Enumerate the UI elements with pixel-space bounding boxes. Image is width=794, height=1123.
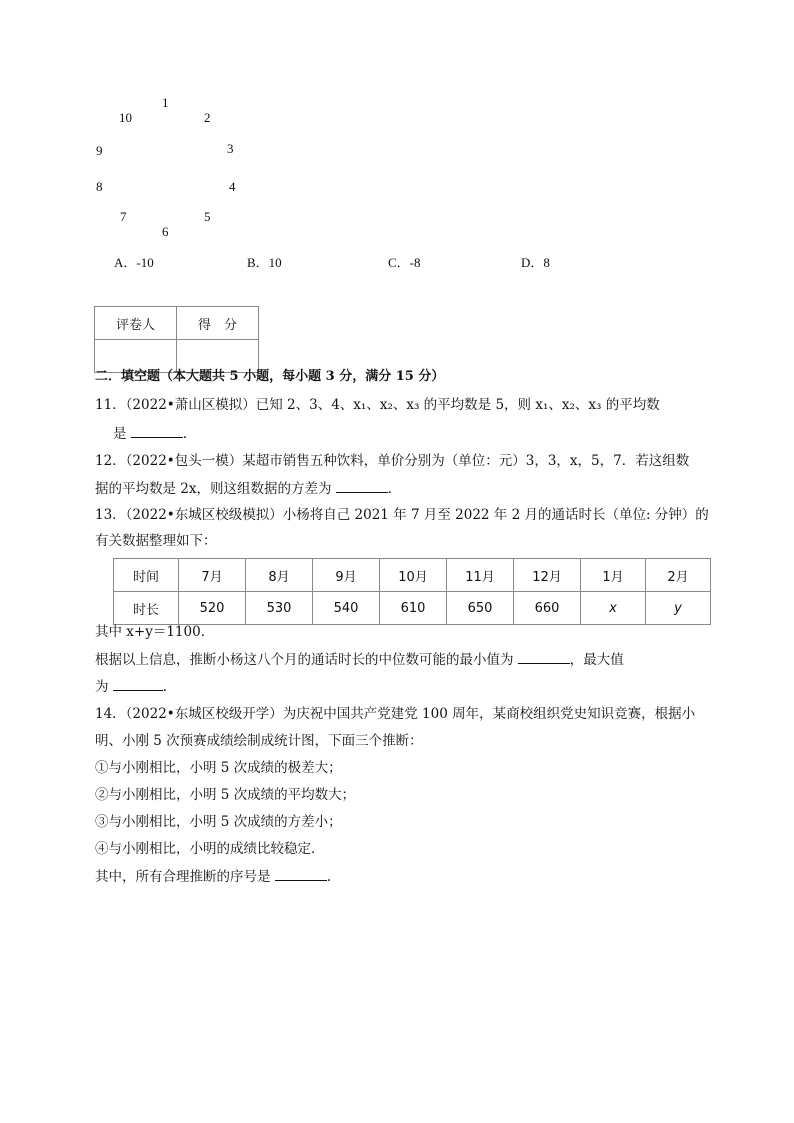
table-cell: 610 [380, 592, 447, 625]
table-header-cell: 8月 [246, 559, 313, 592]
table-header-cell: 12月 [514, 559, 581, 592]
q11-line1: 11．（2022•萧山区模拟）已知 2、3、4、x₁、x₂、x₃ 的平均数是 5，则 x₁、x₂、x₃ 的平均数 [95, 397, 660, 413]
clock-number-2: 2 [204, 110, 211, 125]
q13-line2: 有关数据整理如下： [95, 533, 217, 549]
clock-number-6: 6 [162, 224, 169, 239]
table-header-cell: 7月 [179, 559, 246, 592]
q14-line2: 明、小刚 5 次预赛成绩绘制成统计图，下面三个推断： [95, 733, 423, 749]
q12-line2 [95, 478, 401, 499]
table-header-cell: 2月 [646, 559, 711, 592]
clock-number-1: 1 [162, 95, 169, 110]
q14-item4: ④与小刚相比，小明的成绩比较稳定． [95, 841, 325, 857]
q12-answer-blank[interactable] [336, 478, 388, 493]
q13-after3 [95, 676, 167, 697]
q14-item2: ②与小刚相比，小明 5 次成绩的平均数大； [95, 787, 356, 803]
clock-number-8: 8 [96, 179, 103, 194]
clock-number-10: 10 [119, 110, 132, 125]
q13-after1: 其中 x+y＝1100． [95, 624, 215, 640]
table-cell: 650 [447, 592, 514, 625]
table-header-cell: 9月 [313, 559, 380, 592]
clock-number-9: 9 [96, 143, 103, 158]
q11-answer-blank[interactable] [131, 423, 183, 438]
q13-max-answer-blank[interactable] [113, 676, 163, 691]
table-cell: 530 [246, 592, 313, 625]
q13-after3-prefix: 为 [95, 679, 113, 695]
clock-number-4: 4 [229, 179, 236, 194]
grader-score-label: 得 分 [177, 307, 259, 340]
q13-min-answer-blank[interactable] [518, 649, 570, 664]
q12-line2-suffix: ． [387, 481, 402, 497]
q14-item3: ③与小刚相比，小明 5 次成绩的方差小； [95, 814, 342, 830]
q14-line1: 14．（2022•东城区校级开学）为庆祝中国共产党建党 100 周年，某商校组织党史知识竞赛，根据小 [95, 706, 696, 722]
q13-line1: 13．（2022•东城区校级模拟）小杨将自己 2021 年 7 月至 2022 年 2 月的通话时长（单位: 分钟）的 [95, 507, 709, 523]
q13-data-table [113, 558, 711, 625]
clock-number-7: 7 [120, 209, 127, 224]
clock-number-5: 5 [204, 209, 211, 224]
q14-last-suffix: . [326, 869, 332, 885]
clock-number-3: 3 [227, 141, 234, 156]
option-c: C．-8 [388, 255, 421, 270]
table-row [114, 559, 711, 592]
table-header-cell: 10月 [380, 559, 447, 592]
q14-answer-blank[interactable] [275, 866, 327, 881]
option-b: B．10 [247, 255, 282, 270]
table-cell: 540 [313, 592, 380, 625]
q11-line2 [113, 423, 187, 444]
grader-table [94, 306, 259, 373]
section-title: 二．填空题（本大题共 5 小题，每小题 3 分，满分 15 分） [95, 369, 445, 384]
q14-last-prefix: 其中，所有合理推断的序号是 [95, 869, 275, 885]
q12-line1: 12．（2022•包头一模）某超市销售五种饮料，单价分别为（单位：元）3，3，x，5，7．若这组数 [95, 453, 690, 469]
q13-after2 [95, 649, 624, 670]
q13-after2-prefix: 根据以上信息，推断小杨这八个月的通话时长的中位数可能的最小值为 [95, 652, 518, 668]
q14-item1: ①与小刚相比，小明 5 次成绩的极差大； [95, 760, 342, 776]
q11-line2-suffix: . [182, 426, 188, 442]
table-cell: 660 [514, 592, 581, 625]
option-d: D．8 [521, 255, 550, 270]
table-header-cell: 11月 [447, 559, 514, 592]
table-cell: 520 [179, 592, 246, 625]
q13-after2-suffix: ，最大值 [569, 652, 624, 668]
option-a: A．-10 [114, 255, 154, 270]
table-cell: y [646, 592, 711, 625]
table-header-cell: 1月 [581, 559, 646, 592]
q12-line2-prefix: 据的平均数是 2x，则这组数据的方差为 [95, 481, 336, 497]
q14-last [95, 866, 331, 887]
q11-line2-prefix: 是 [113, 426, 131, 442]
table-row [114, 592, 711, 625]
table-cell: x [581, 592, 646, 625]
q13-after3-suffix: . [162, 679, 168, 695]
table-header-cell: 时间 [114, 559, 179, 592]
grader-reviewer-label: 评卷人 [95, 307, 177, 340]
table-cell: 时长 [114, 592, 179, 625]
